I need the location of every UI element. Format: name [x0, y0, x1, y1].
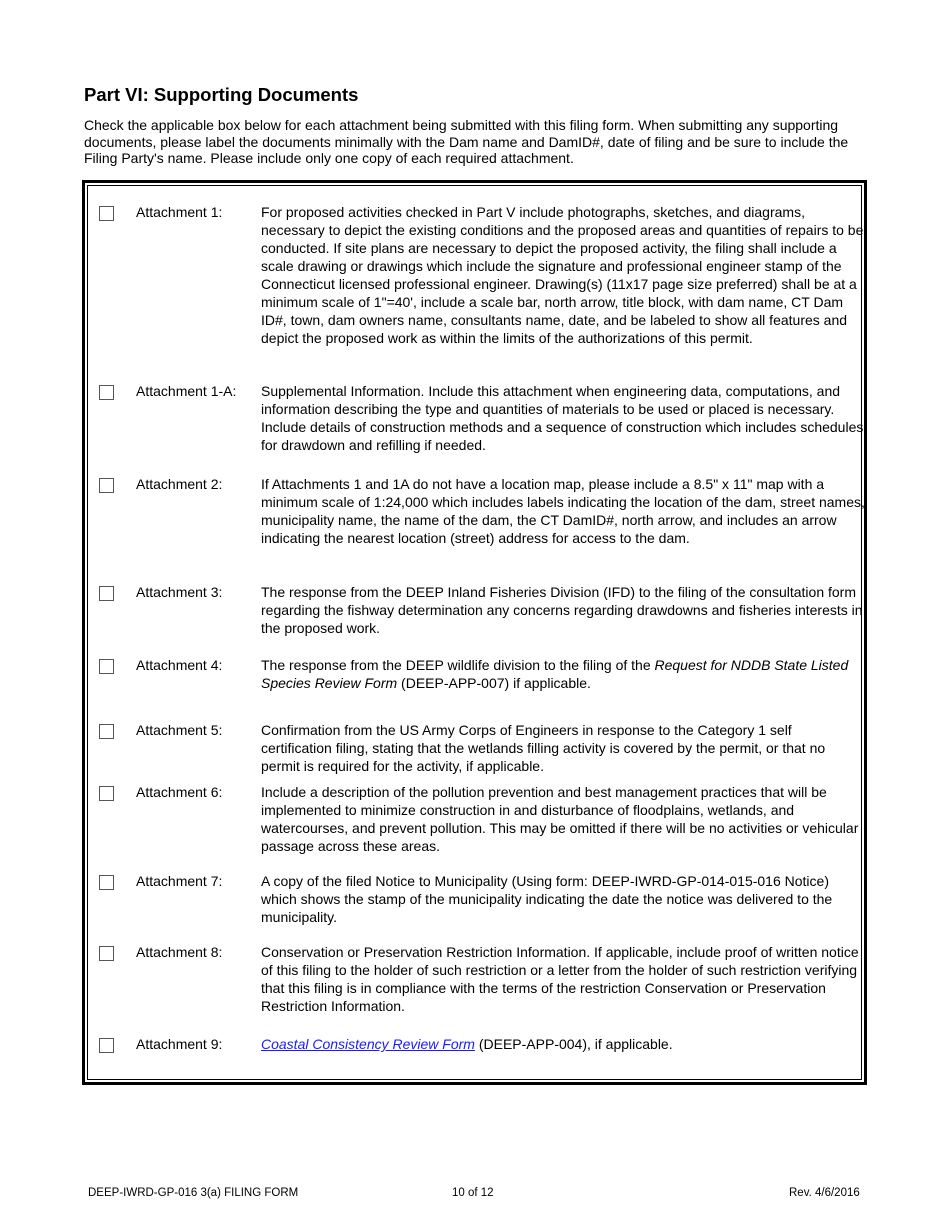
description-text: (DEEP-APP-004), if applicable. — [474, 1036, 673, 1052]
intro-paragraph: Check the applicable box below for each attachment being submitted with this filing form. When submitting any supporting documents, please label the documents minimally with the Dam name and DamID#, date of filing and be sure to include the Filing Party's name. Please include only one copy of each required attachment. — [84, 117, 849, 166]
description-text: The response from the DEEP wildlife division to the filing of the — [261, 657, 655, 673]
description-text: A copy of the filed Notice to Municipality (Using form: DEEP-IWRD-GP-014-015-016 Notice) which shows the stamp of the municipality indicating the date the notice was delivered to the municipality. — [261, 873, 833, 925]
attachment-description — [261, 721, 865, 775]
description-text: The response from the DEEP Inland Fisheries Division (IFD) to the filing of the consultation form regarding the fishway determination any concerns regarding drawdowns and fisheries interests in the proposed work. — [261, 584, 863, 636]
attachment-description — [261, 872, 865, 926]
attachment-description — [261, 203, 865, 347]
description-text: Conservation or Preservation Restriction Information. If applicable, include proof of written notice of this filing to the holder of such restriction or a letter from the holder of such restriction verifying that this filing is in compliance with the terms of the restriction Conservation or Preservation Restriction Information. — [261, 944, 859, 1014]
attachment-checkbox[interactable] — [99, 586, 114, 601]
description-text: Request for NDDB State Listed Species Review Form — [261, 657, 849, 691]
description-text: If Attachments 1 and 1A do not have a location map, please include a 8.5" x 11" map with a minimum scale of 1:24,000 which includes labels indicating the location of the dam, street names, municipality name, the name of the dam, the CT DamID#, north arrow, and includes an arrow indicating the nearest location (street) address for access to the dam. — [261, 476, 865, 546]
footer-form-id: DEEP-IWRD-GP-016 3(a) FILING FORM — [88, 1187, 299, 1199]
attachments-box — [82, 180, 867, 1085]
attachment-description — [261, 475, 865, 547]
attachment-label: Attachment 2: — [136, 476, 223, 492]
attachment-description — [261, 783, 865, 855]
attachment-label: Attachment 6: — [136, 784, 223, 800]
attachment-description — [261, 943, 865, 1015]
attachment-label: Attachment 1: — [136, 204, 223, 220]
attachment-label: Attachment 3: — [136, 584, 223, 600]
description-text: Supplemental Information. Include this attachment when engineering data, computations, and information describing the type and quantities of materials to be used or placed is necessary. Include details of construction methods and a sequence of construction which includes schedules for drawdown and refilling if needed. — [261, 383, 864, 453]
attachment-description — [261, 583, 865, 637]
description-text: For proposed activities checked in Part V include photographs, sketches, and diagrams, necessary to depict the existing conditions and the proposed areas and quantities of repairs to be conducted. If site plans are necessary to depict the proposed activity, the filing shall include a scale drawing or drawings which include the signature and professional engineer stamp of the Connecticut licensed professional engineer. Drawing(s) (11x17 page size preferred) shall be at a minimum scale of 1"=40', include a scale bar, north arrow, title block, with dam name, CT Dam ID#, town, dam owners name, consultants name, date, and be labeled to show all features and depict the proposed work as within the limits of the authorizations of this permit. — [261, 204, 864, 346]
page-title: Part VI: Supporting Documents — [84, 84, 359, 105]
attachment-description — [261, 656, 865, 692]
attachment-description — [261, 382, 865, 454]
description-text: Include a description of the pollution prevention and best management practices that will be implemented to minimize construction in and disturbance of floodplains, wetlands, and watercourses, and prevent pollution. This may be omitted if there will be no activities or vehicular passage across these areas. — [261, 784, 859, 854]
attachment-checkbox[interactable] — [99, 946, 114, 961]
attachment-label: Attachment 9: — [136, 1036, 223, 1052]
attachment-checkbox[interactable] — [99, 659, 114, 674]
attachment-label: Attachment 8: — [136, 944, 223, 960]
attachment-checkbox[interactable] — [99, 206, 114, 221]
description-text: Confirmation from the US Army Corps of Engineers in response to the Category 1 self certification filing, stating that the wetlands filling activity is covered by the permit, or that no permit is required for the activity, if applicable. — [261, 722, 826, 774]
attachment-checkbox[interactable] — [99, 478, 114, 493]
attachment-checkbox[interactable] — [99, 724, 114, 739]
attachment-label: Attachment 7: — [136, 873, 223, 889]
attachment-label: Attachment 1-A: — [136, 383, 237, 399]
form-link[interactable]: Coastal Consistency Review Form — [261, 1036, 475, 1052]
attachment-label: Attachment 4: — [136, 657, 223, 673]
footer-page-number: 10 of 12 — [452, 1187, 494, 1199]
attachment-checkbox[interactable] — [99, 1038, 114, 1053]
attachment-checkbox[interactable] — [99, 385, 114, 400]
attachment-label: Attachment 5: — [136, 722, 223, 738]
attachments-list — [87, 185, 865, 1080]
footer-revision: Rev. 4/6/2016 — [789, 1187, 860, 1199]
attachment-description — [261, 1035, 865, 1053]
description-text: (DEEP-APP-007) if applicable. — [397, 675, 591, 691]
attachment-checkbox[interactable] — [99, 786, 114, 801]
attachment-checkbox[interactable] — [99, 875, 114, 890]
